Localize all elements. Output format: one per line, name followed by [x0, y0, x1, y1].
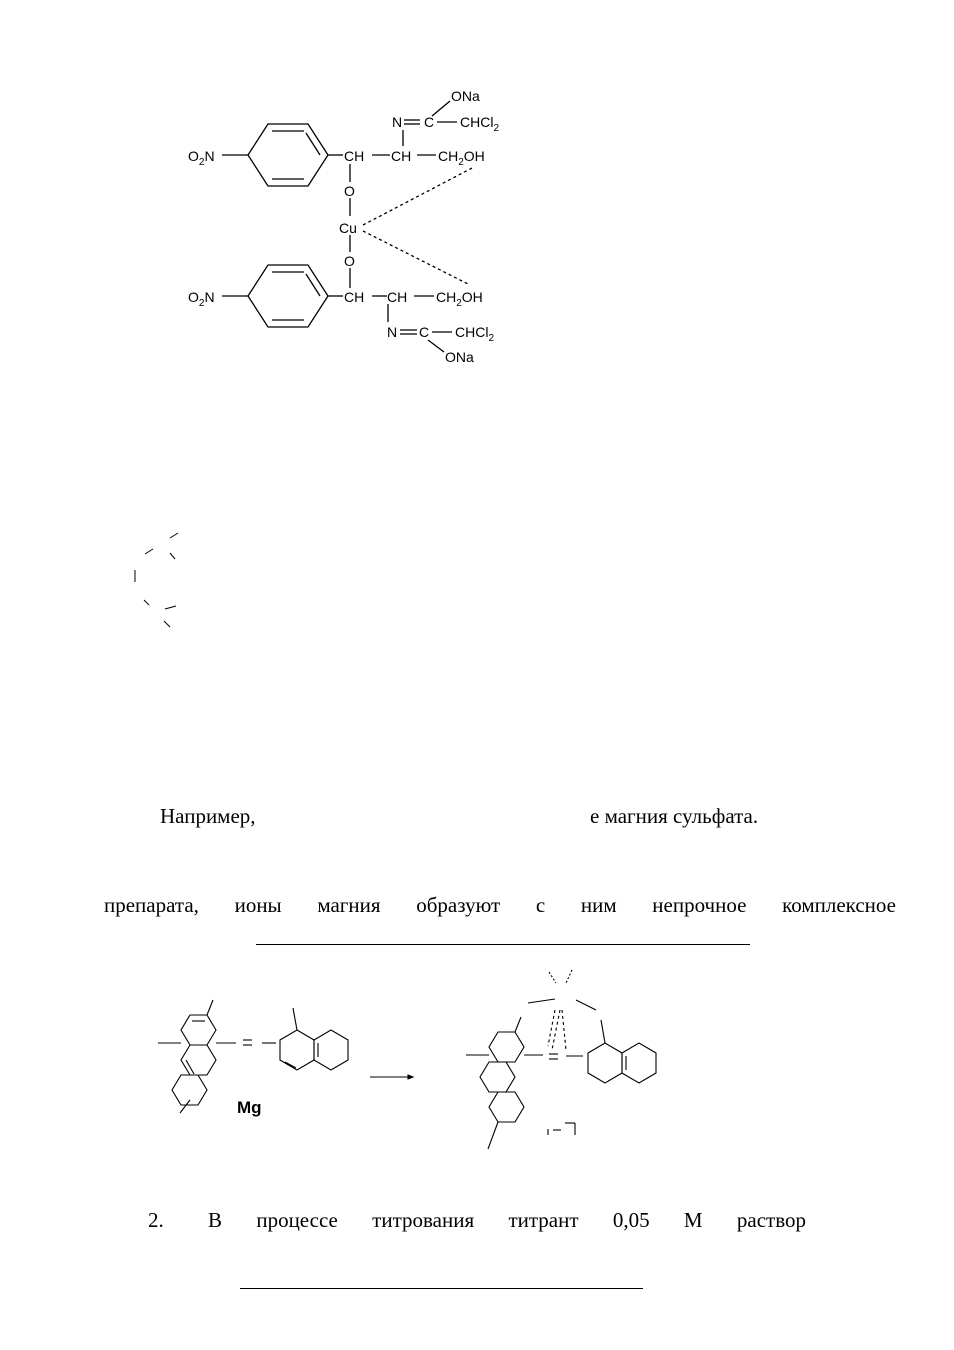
line1-right-text: е магния сульфата. [590, 804, 759, 828]
bracket-fragments [135, 533, 178, 627]
ona-bottom-label: ONa [445, 349, 474, 365]
c-top-label: C [424, 114, 435, 130]
ch1-top-label: CH [344, 148, 365, 164]
list-number: 2. [148, 1208, 164, 1232]
nitro-top-label: $O_2N$ [188, 148, 215, 168]
reaction-scheme [158, 970, 656, 1149]
horizontal-rule-top [256, 944, 750, 945]
chcl2-bottom-label: CHCl$_2$ [455, 324, 495, 344]
chcl2-top-label: CHCl$_2$ [460, 114, 500, 134]
c-bottom-label: C [419, 324, 430, 340]
horizontal-rule-bottom [240, 1288, 643, 1289]
ch2-bottom-label: CH [387, 289, 408, 305]
ch2-top-label: CH [391, 148, 412, 164]
line3-text: В процессе титрования титрант 0,05 М раствор [208, 1208, 806, 1232]
n-bottom-label: N [387, 324, 398, 340]
mg-label: Mg [237, 1098, 262, 1117]
n-top-label: N [392, 114, 403, 130]
ch2oh-top-label: $CH_2OH$ [438, 148, 485, 168]
nitro-bottom-label: $O_2N$ [188, 289, 215, 309]
ch1-bottom-label: CH [344, 289, 365, 305]
line1-left-text: Например, [160, 804, 256, 828]
cu-label: Cu [339, 220, 357, 236]
line2-text: препарата, ионы магния образуют с ним непрочное комплексное [104, 893, 896, 917]
ona-top-label: ONa [451, 88, 480, 104]
ch2oh-bottom-label: $CH_2OH$ [436, 289, 483, 309]
o-top-label: O [344, 183, 355, 199]
o-bottom-label: O [344, 253, 355, 269]
